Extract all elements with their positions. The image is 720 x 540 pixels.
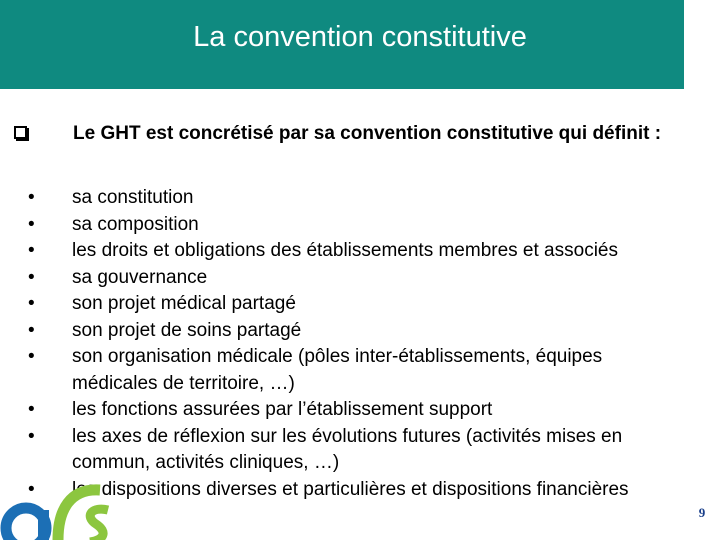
list-item — [28, 238, 688, 265]
bullet-glyph: • — [28, 213, 35, 235]
list-item — [28, 344, 688, 397]
ars-logo-icon — [0, 470, 130, 540]
bullet-glyph: • — [28, 399, 35, 420]
list-item — [28, 318, 688, 345]
list-item-text: sa composition — [72, 213, 199, 235]
list-item-text: les droits et obligations des établissements membres et associés — [72, 240, 618, 261]
list-item-text: les fonctions assurées par l’établissement support — [72, 399, 493, 420]
list-item-text: son organisation médicale (pôles inter-établissements, équipes médicales de territoire, …) — [72, 346, 603, 394]
list-item-text: son projet médical partagé — [72, 293, 296, 314]
list-item — [28, 212, 688, 239]
list-item — [28, 397, 688, 424]
bullet-glyph: • — [28, 187, 35, 208]
list-item-text: les dispositions diverses et particulières et dispositions financières — [72, 478, 629, 500]
list-item-text: sa gouvernance — [72, 266, 208, 288]
slide-title: La convention constitutive — [193, 21, 527, 53]
list-item — [28, 265, 688, 292]
hollow-square-bullet-icon — [14, 126, 27, 139]
list-item — [28, 185, 688, 212]
page-number: 9 — [698, 505, 706, 520]
list-item-text: les axes de réflexion sur les évolutions futures (activités mises en commun, activités cliniques, …) — [72, 425, 623, 473]
list-item — [28, 424, 688, 477]
list-item-text: son projet de soins partagé — [72, 319, 302, 341]
bullet-glyph: • — [28, 266, 35, 288]
bullet-glyph: • — [28, 425, 35, 447]
list-item — [28, 291, 688, 318]
list-item-text: sa constitution — [72, 187, 194, 208]
bullet-glyph: • — [28, 293, 35, 314]
bullet-glyph: • — [28, 346, 35, 367]
bullet-glyph: • — [28, 240, 35, 261]
bullet-glyph: • — [28, 478, 35, 500]
bullet-list — [28, 185, 688, 503]
bullet-glyph: • — [28, 319, 35, 341]
intro-paragraph — [14, 120, 684, 148]
intro-text: Le GHT est concrétisé par sa convention constitutive qui définit : — [73, 123, 662, 144]
